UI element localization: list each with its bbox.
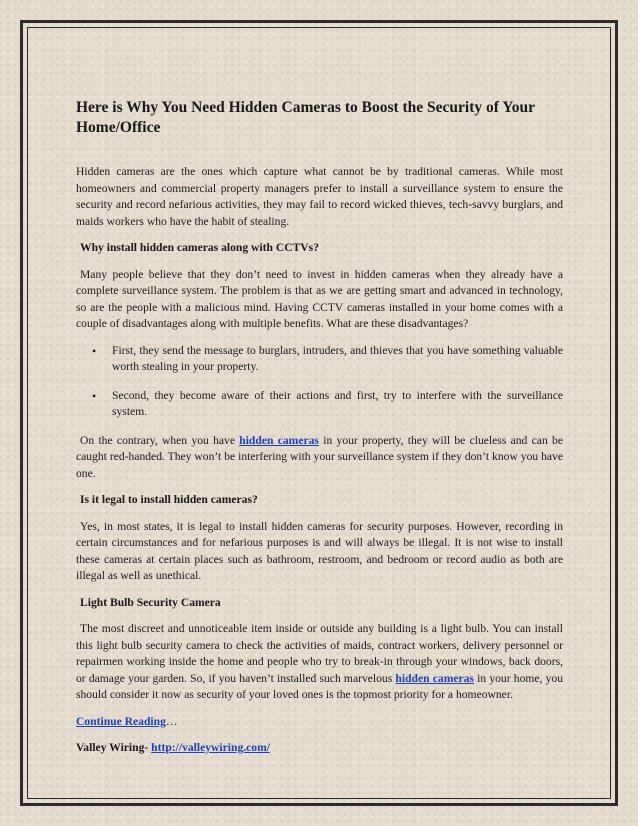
bulb-text-end: in your home, you should consider it now as security of your loved ones is the topmost priority for a homeowner. [76, 671, 563, 701]
article-body [76, 98, 563, 767]
intro-paragraph: Hidden cameras are the ones which capture what cannot be by traditional cameras. While most homeowners and commercial property managers prefer to install a surveillance system to ensure the security and record nefarious activities, they may fail to record wicked thieves, tech-savvy burglars, and maids workers who have the habit of stealing. [76, 165, 563, 228]
source-url-link[interactable]: http://valleywiring.com/ [151, 741, 270, 754]
hidden-cameras-link[interactable]: hidden cameras [239, 433, 319, 447]
continue-ellipsis: … [165, 714, 178, 728]
list-item: • Second, they become aware of their actions and first, try to interfere with the surveillance system. [112, 388, 563, 421]
continue-reading-link[interactable]: Continue Reading [76, 714, 166, 728]
list-item: • First, they send the message to burglars, intruders, and thieves that you have something valuable worth stealing in your property. [112, 343, 563, 376]
bulb-paragraph [76, 621, 563, 704]
section-heading-why: Why install hidden cameras along with CCTVs? [80, 241, 319, 254]
source-line [76, 740, 563, 757]
why-paragraph: Many people believe that they don’t need to invest in hidden cameras when they already have a complete surveillance system. The problem is that as we are getting smart and advanced in technology, so are the people with a malicious mind. Having CCTV cameras installed in your home comes with a couple of disadvantages along with multiple benefits. What are these disadvantages? [76, 267, 563, 330]
source-label: Valley Wiring- [76, 741, 152, 754]
contrary-text-end: in your property, they will be clueless and can be caught red-handed. They won’t be interfering with your surveillance system if they don’t know you have one. [76, 433, 563, 480]
legal-paragraph: Yes, in most states, it is legal to install hidden cameras for security purposes. However, recording in certain circumstances and for nefarious purposes is and will always be illegal. It is not wise to install these cameras at certain places such as bathroom, restroom, and bedroom or record audio as both are illegal as well as unethical. [76, 519, 563, 582]
contrary-paragraph [76, 433, 563, 483]
bulb-text-start: The most discreet and unnoticeable item inside or outside any building is a light bulb. You can install this light bulb security camera to check the activities of maids, contract workers, delivery personnel or repairmen working inside the home and people who try to break-in through your windows, back doors, or damage your garden. So, if you haven’t installed such marvelous [76, 622, 563, 685]
section-heading-bulb: Light Bulb Security Camera [80, 595, 221, 609]
article-title: Here is Why You Need Hidden Cameras to Boost the Security of Your Home/Office [76, 99, 535, 136]
continue-reading-line [76, 714, 563, 731]
hidden-cameras-link-2[interactable]: hidden cameras [395, 671, 474, 685]
section-heading-legal: Is it legal to install hidden cameras? [80, 493, 258, 506]
contrary-text-start: On the contrary, when you have [80, 433, 240, 447]
disadvantages-list [76, 343, 563, 421]
